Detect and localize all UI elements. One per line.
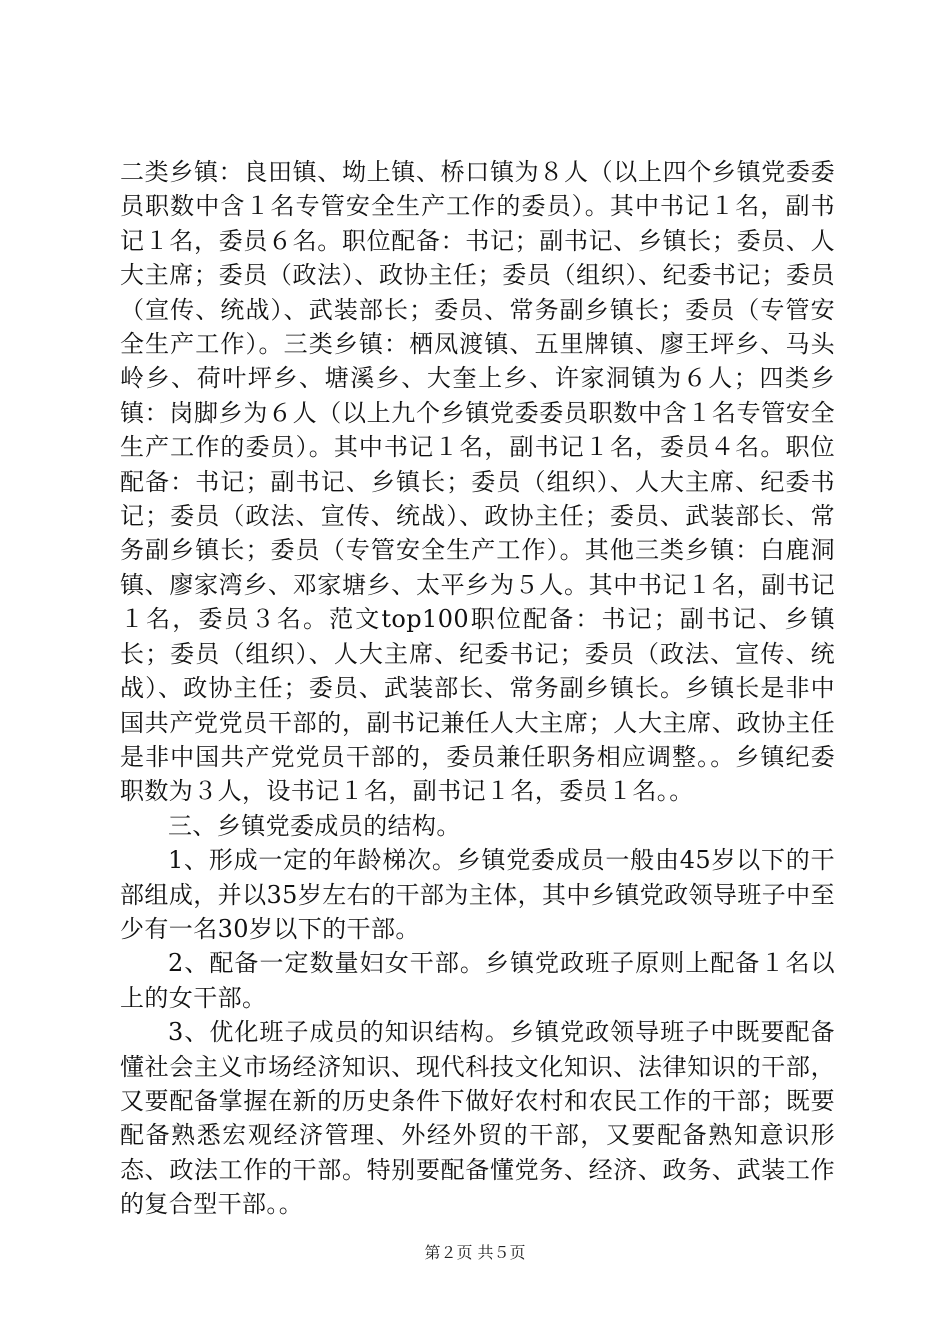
page-number-footer: 第２页 共５页	[424, 1243, 526, 1262]
paragraph-female-cadres: 2、配备一定数量妇女干部。乡镇党政班子原则上配备１名以上的女干部。	[120, 949, 835, 1012]
paragraph-knowledge-structure: 3、优化班子成员的知识结构。乡镇党政领导班子中既要配备懂社会主义市场经济知识、现代科技文化知识、法律知识的干部，又要配备掌握在新的历史条件下做好农村和农民工作的干部；既要配备熟悉宏观经济管理、外经外贸的干部，又要配备熟知意识形态、政法工作的干部。特别要配备懂党务、经济、政务、武装工作的复合型干部。。	[120, 1018, 835, 1219]
paragraph-age-structure: 1、形成一定的年龄梯次。乡镇党委成员一般由45岁以下的干部组成，并以35岁左右的干部为主体，其中乡镇党政领导班子中至少有一名30岁以下的干部。	[120, 846, 835, 943]
paragraph-township-staffing: 二类乡镇：良田镇、坳上镇、桥口镇为８人（以上四个乡镇党委委员职数中含１名专管安全生产工作的委员）。其中书记１名，副书记１名，委员６名。职位配备：书记；副书记、乡镇长；委员、人大主席；委员（政法）、政协主任；委员（组织）、纪委书记；委员（宣传、统战）、武装部长；委员、常务副乡镇长；委员（专管安全生产工作）。三类乡镇：栖凤渡镇、五里牌镇、廖王坪乡、马头岭乡、荷叶坪乡、塘溪乡、大奎上乡、许家洞镇为６人；四类乡镇：岗脚乡为６人（以上九个乡镇党委委员职数中含１名专管安全生产工作的委员）。其中书记１名，副书记１名，委员４名。职位配备：书记；副书记、乡镇长；委员（组织）、人大主席、纪委书记；委员（政法、宣传、统战）、政协主任；委员、武装部长、常务副乡镇长；委员（专管安全生产工作）。其他三类乡镇：白鹿洞镇、廖家湾乡、邓家塘乡、太平乡为５人。其中书记１名，副书记１名，委员３名。范文top100职位配备：书记；副书记、乡镇长；委员（组织）、人大主席、纪委书记；委员（政法、宣传、统战）、政协主任；委员、武装部长、常务副乡镇长。乡镇长是非中国共产党党员干部的，副书记兼任人大主席；人大主席、政协主任是非中国共产党党员干部的，委员兼任职务相应调整。。乡镇纪委职数为３人，设书记１名，副书记１名，委员１名。。	[120, 158, 835, 806]
document-body	[120, 155, 835, 1222]
section-heading-party-committee-structure: 三、乡镇党委成员的结构。	[168, 811, 461, 840]
